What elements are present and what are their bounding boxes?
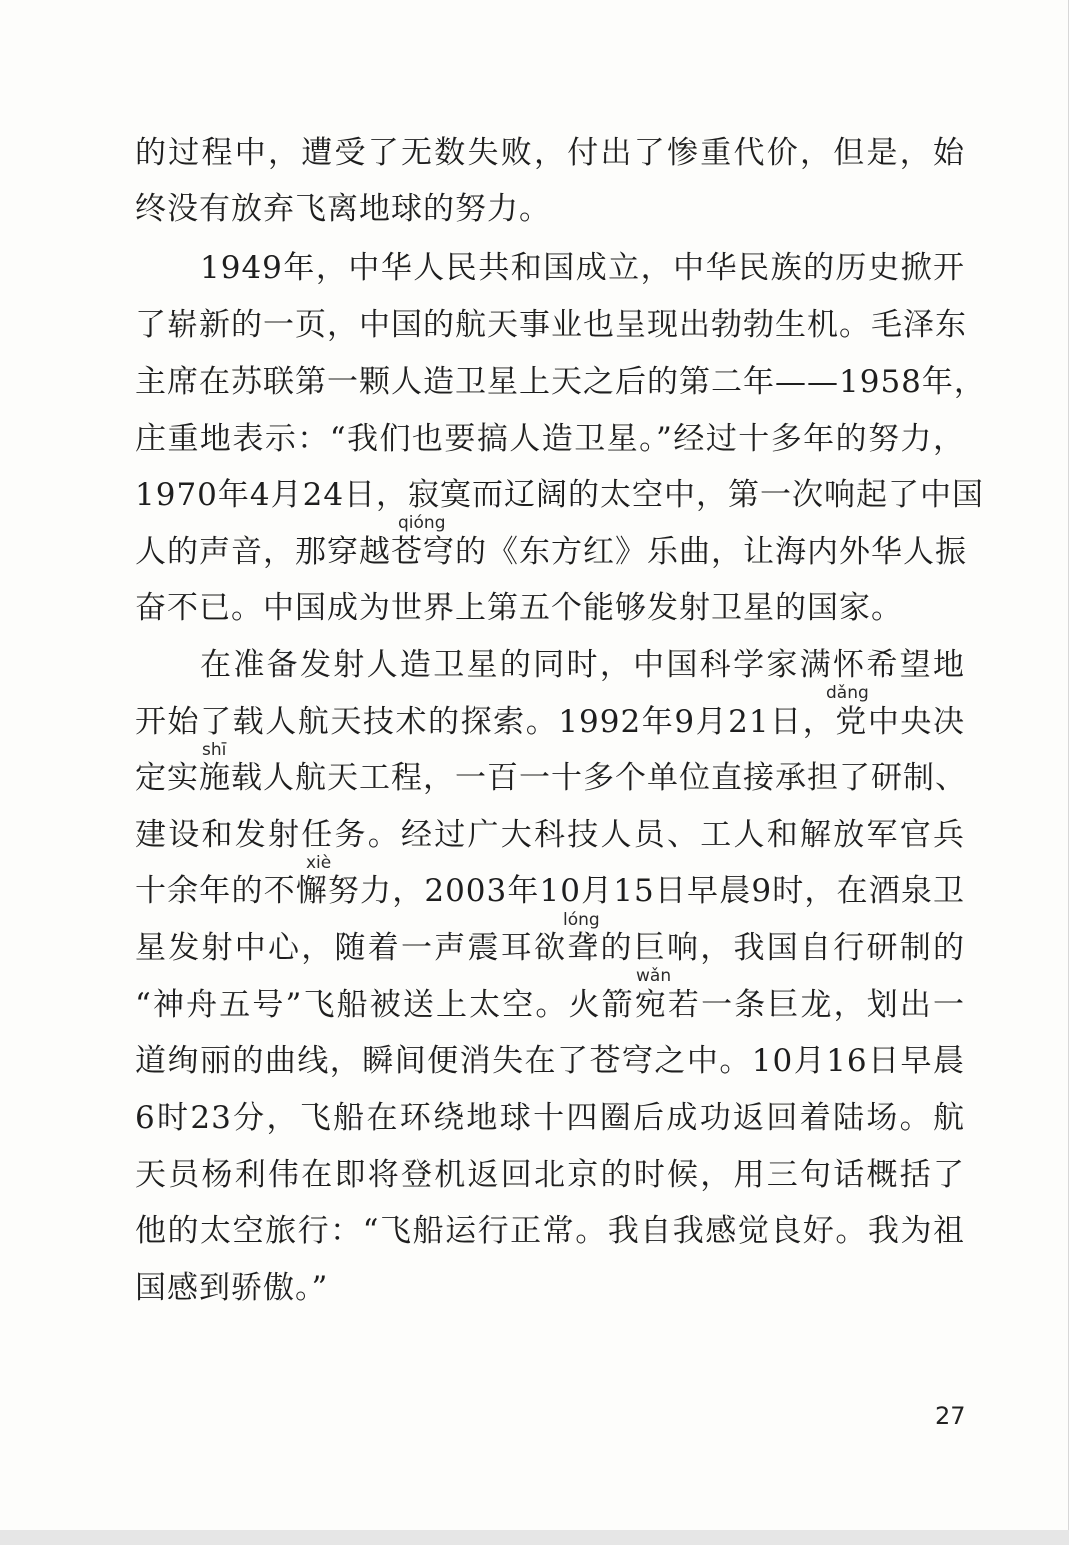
text-line: 定实施载人航天工程，一百一十多个单位直接承担了研制、 [135, 760, 967, 796]
text-line: 终没有放弃飞离地球的努力。 [135, 191, 551, 227]
pinyin-annotation: xiè [306, 853, 332, 873]
text-line: 奋不已。中国成为世界上第五个能够发射卫星的国家。 [135, 590, 903, 626]
pinyin-annotation: dǎng [826, 683, 869, 703]
text-line: 国感到骄傲。” [135, 1270, 329, 1306]
pinyin-annotation: shī [202, 740, 227, 760]
text-line: 的过程中，遭受了无数失败，付出了惨重代价，但是，始 [135, 135, 965, 171]
text-line: 庄重地表示：“我们也要搞人造卫星。”经过十多年的努力， [135, 421, 965, 457]
text-line: 1970年4月24日，寂寞而辽阔的太空中，第一次响起了中国 [135, 477, 985, 513]
text-line: 6时23分，飞船在环绕地球十四圈后成功返回着陆场。航 [135, 1100, 965, 1136]
page-number: 27 [935, 1402, 966, 1430]
pinyin-annotation: lóng [563, 910, 600, 930]
text-line: 1949年，中华人民共和国成立，中华民族的历史掀开 [200, 250, 965, 286]
text-line: 在准备发射人造卫星的同时，中国科学家满怀希望地 [200, 647, 965, 683]
text-line: 星发射中心，随着一声震耳欲聋的巨响，我国自行研制的 [135, 930, 965, 966]
text-line: “神舟五号”飞船被送上太空。火箭宛若一条巨龙，划出一 [135, 987, 965, 1023]
text-line: 十余年的不懈努力，2003年10月15日早晨9时，在酒泉卫 [135, 873, 965, 909]
text-line: 主席在苏联第一颗人造卫星上天之后的第二年——1958年， [135, 364, 986, 400]
text-line: 人的声音，那穿越苍穹的《东方红》乐曲，让海内外华人振 [135, 534, 967, 570]
text-line: 道绚丽的曲线，瞬间便消失在了苍穹之中。10月16日早晨 [135, 1043, 965, 1079]
pinyin-annotation: qióng [398, 513, 446, 533]
pinyin-annotation: wǎn [636, 966, 672, 986]
text-line: 了崭新的一页，中国的航天事业也呈现出勃勃生机。毛泽东 [135, 307, 967, 343]
text-line: 天员杨利伟在即将登机返回北京的时候，用三句话概括了 [135, 1157, 965, 1193]
text-line: 开始了载人航天技术的探索。1992年9月21日，党中央决 [135, 704, 965, 740]
text-line: 建设和发射任务。经过广大科技人员、工人和解放军官兵 [135, 817, 965, 853]
text-line: 他的太空旅行：“飞船运行正常。我自我感觉良好。我为祖 [135, 1213, 965, 1249]
